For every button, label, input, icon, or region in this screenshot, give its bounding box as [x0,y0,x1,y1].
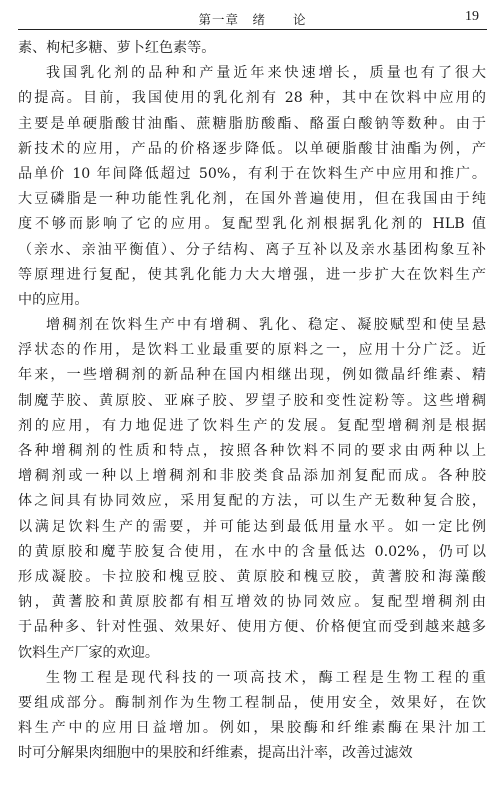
running-header [18,6,487,30]
text-line: 于品种多、针对性强、效果好、使用方便、价格便宜而受到越来越多 [18,619,486,636]
text-line: 我国乳化剂的品种和产量近年来快速增长，质量也有了很大 [46,65,486,82]
text-line: 要组成部分。酶制剂作为生物工程制品，使用安全，效果好，在饮 [18,694,486,711]
paragraph [18,36,486,61]
text-line: 料生产中的应用日益增加。例如，果胶酶和纤维素酶在果汁加工 [18,720,486,737]
text-line: 体之间具有协同效应，采用复配的方法，可以生产无数种复合胶， [18,493,486,510]
header-rule [18,29,487,30]
page-number: 19 [465,9,479,24]
text-line: 大豆磷脂是一种功能性乳化剂，在国外普遍使用，但在我国由于纯 [18,191,486,208]
text-line: 的黄原胶和魔芋胶复合使用，在水中的含量低达 0.02%，仍可以 [18,543,486,560]
text-line: 年来，一些增稠剂的新品种在国内相继出现，例如微晶纤维素、精 [18,367,486,384]
chapter-title: 第一章 绪 论 [198,12,307,27]
text-line: 主要是单硬脂酸甘油酯、蔗糖脂肪酸酯、酪蛋白酸钠等数种。由于 [18,115,486,132]
text-line: 等原理进行复配，使其乳化能力大大增强，进一步扩大在饮料生产 [18,266,486,283]
text-line: 各种增稠剂的性质和特点，按照各种饮料不同的要求由两种以上 [18,443,486,459]
text-line: 的提高。目前，我国使用的乳化剂有 28 种，其中在饮料中应用的 [18,90,486,107]
text-line: 增稠剂或一种以上增稠剂和非胶类食品添加剂复配而成。各种胶 [18,468,486,485]
text-line: 形成凝胶。卡拉胶和槐豆胶、黄原胶和槐豆胶，黄蓍胶和海藻酸 [18,568,486,585]
paragraph [18,313,486,666]
text-line: 增稠剂在饮料生产中有增稠、乳化、稳定、凝胶赋型和使呈悬 [46,317,486,334]
text-line: 品单价 10 年间降低超过 50%，有利于在饮料生产中应用和推广。 [18,165,486,182]
text-line: （亲水、亲油平衡值）、分子结构、离子互补以及亲水基团构象互补 [18,241,486,258]
text-line: 时可分解果肉细胞中的果胶和纤维素，提高出汁率，改善过滤效 [18,745,413,762]
text-line: 浮状态的作用，是饮料工业最重要的原料之一，应用十分广泛。近 [18,342,486,359]
body-text [18,36,486,766]
paragraph [18,666,486,767]
text-line: 素、枸杞多糖、萝卜红色素等。 [18,40,216,56]
text-line: 钠，黄蓍胶和黄原胶都有相互增效的协同效应。复配型增稠剂由 [18,594,486,611]
text-line: 以满足饮料生产的需要，并可能达到最低用量水平。如一定比例 [18,518,486,535]
paragraph [18,61,486,313]
text-line: 剂的应用，有力地促进了饮料生产的发展。复配型增稠剂是根据 [18,417,486,434]
text-line: 制魔芋胶、黄原胶、亚麻子胶、罗望子胶和变性淀粉等。这些增稠 [18,392,486,409]
text-line: 度不够而影响了它的应用。复配型乳化剂根据乳化剂的 HLB 值 [18,216,486,233]
text-line: 饮料生产厂家的欢迎。 [18,644,159,661]
text-line: 中的应用。 [18,291,89,308]
text-line: 新技术的应用，产品的价格逐步降低。以单硬脂酸甘油酯为例，产 [18,140,486,157]
text-line: 生物工程是现代科技的一项高技术，酶工程是生物工程的重 [46,669,486,686]
